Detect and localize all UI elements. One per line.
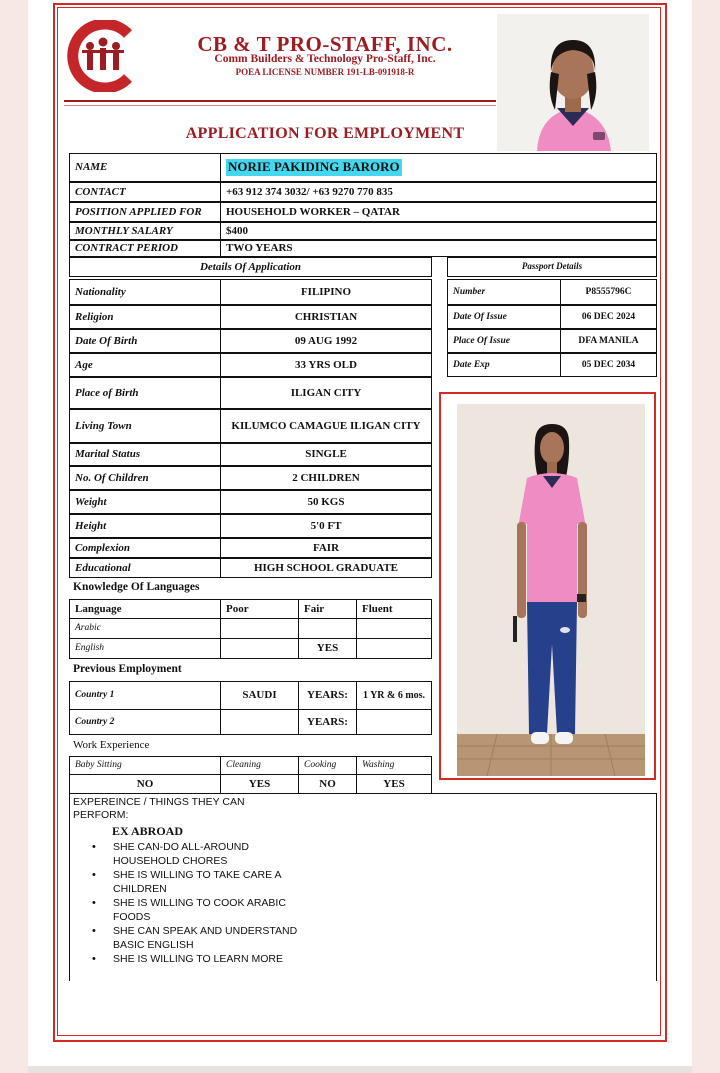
language-col-header: Language (69, 599, 221, 619)
employment-years (356, 709, 432, 735)
list-item: • SHE IS WILLING TO TAKE CARE A CHILDREN (90, 868, 310, 896)
contract-value: TWO YEARS (220, 240, 657, 257)
detail-label: Marital Status (69, 443, 221, 466)
contact-value: +63 912 374 3032/ +63 9270 770 835 (220, 182, 657, 202)
passport-value: P8555796C (560, 279, 657, 305)
passport-label: Place Of Issue (447, 329, 561, 353)
employment-years: 1 YR & 6 mos. (356, 681, 432, 710)
list-item: • SHE CAN SPEAK AND UNDERSTAND BASIC ENGLISH (90, 924, 310, 952)
detail-label: Complexion (69, 538, 221, 558)
detail-label: Date Of Birth (69, 329, 221, 353)
work-value: NO (69, 774, 221, 794)
details-heading: Details Of Application (69, 257, 432, 277)
language-poor (220, 618, 299, 639)
position-value: HOUSEHOLD WORKER – QATAR (220, 202, 657, 222)
detail-value: SINGLE (220, 443, 432, 466)
salary-label: MONTHLY SALARY (69, 222, 221, 240)
detail-label: Age (69, 353, 221, 377)
language-name: Arabic (69, 618, 221, 639)
detail-value: 33 YRS OLD (220, 353, 432, 377)
work-col-header: Washing (356, 756, 432, 775)
employment-heading: Previous Employment (73, 663, 182, 675)
passport-heading: Passport Details (447, 257, 657, 277)
language-name: English (69, 638, 221, 659)
work-value: NO (298, 774, 357, 794)
detail-label: Height (69, 514, 221, 538)
passport-value: 05 DEC 2034 (560, 353, 657, 377)
applicant-full-body-photo (457, 404, 645, 776)
company-subtitle: Comm Builders & Technology Pro-Staff, Inc. (214, 53, 436, 65)
employment-years-label: YEARS: (298, 681, 357, 710)
experience-list (90, 840, 310, 966)
name-value: NORIE PAKIDING BARORO (228, 159, 400, 175)
company-logo (66, 20, 140, 92)
language-fluent (356, 638, 432, 659)
detail-value: KILUMCO CAMAGUE ILIGAN CITY (220, 409, 432, 443)
employment-country (220, 709, 299, 735)
passport-label: Number (447, 279, 561, 305)
detail-label: Nationality (69, 279, 221, 305)
detail-label: Living Town (69, 409, 221, 443)
language-col-header: Fair (298, 599, 357, 619)
detail-label: No. Of Children (69, 466, 221, 490)
languages-heading: Knowledge Of Languages (73, 581, 200, 593)
experience-subtitle: EX ABROAD (112, 824, 184, 838)
company-license: POEA LICENSE NUMBER 191-LB-091918-R (235, 67, 415, 77)
work-experience-heading: Work Experience (73, 739, 150, 751)
detail-value: 2 CHILDREN (220, 466, 432, 490)
header-divider-thin (64, 105, 496, 106)
detail-value: 5'0 FT (220, 514, 432, 538)
employment-country: SAUDI (220, 681, 299, 710)
detail-label: Religion (69, 305, 221, 329)
detail-label: Weight (69, 490, 221, 514)
detail-value: 50 KGS (220, 490, 432, 514)
employment-country-label: Country 1 (69, 681, 221, 710)
salary-value: $400 (220, 222, 657, 240)
language-fair: YES (298, 638, 357, 659)
passport-value: DFA MANILA (560, 329, 657, 353)
position-label: POSITION APPLIED FOR (69, 202, 221, 222)
language-fair (298, 618, 357, 639)
contract-label: CONTRACT PERIOD (69, 240, 221, 257)
language-fluent (356, 618, 432, 639)
work-value: YES (220, 774, 299, 794)
detail-value: ILIGAN CITY (220, 377, 432, 409)
employment-years-label: YEARS: (298, 709, 357, 735)
page-bottom-bar (28, 1066, 692, 1073)
detail-value: FILIPINO (220, 279, 432, 305)
detail-value: 09 AUG 1992 (220, 329, 432, 353)
passport-label: Date Exp (447, 353, 561, 377)
name-value-cell (220, 153, 657, 182)
passport-value: 06 DEC 2024 (560, 305, 657, 329)
language-col-header: Poor (220, 599, 299, 619)
language-col-header: Fluent (356, 599, 432, 619)
contact-label: CONTACT (69, 182, 221, 202)
work-value: YES (356, 774, 432, 794)
detail-label: Educational (69, 558, 221, 578)
company-name: CB & T PRO-STAFF, INC. (197, 32, 453, 56)
detail-value: FAIR (220, 538, 432, 558)
work-col-header: Baby Sitting (69, 756, 221, 775)
work-col-header: Cooking (298, 756, 357, 775)
list-item: • SHE IS WILLING TO LEARN MORE (90, 952, 310, 966)
work-col-header: Cleaning (220, 756, 299, 775)
list-item: • SHE CAN-DO ALL-AROUND HOUSEHOLD CHORES (90, 840, 310, 868)
name-label: NAME (69, 153, 221, 182)
header-divider (64, 100, 496, 102)
detail-value: CHRISTIAN (220, 305, 432, 329)
experience-title: EXPEREINCE / THINGS THEY CAN PERFORM: (73, 796, 245, 821)
detail-label: Place of Birth (69, 377, 221, 409)
language-poor (220, 638, 299, 659)
list-item: • SHE IS WILLING TO COOK ARABIC FOODS (90, 896, 310, 924)
passport-label: Date Of Issue (447, 305, 561, 329)
detail-value: HIGH SCHOOL GRADUATE (220, 558, 432, 578)
document-title: APPLICATION FOR EMPLOYMENT (185, 125, 465, 142)
employment-country-label: Country 2 (69, 709, 221, 735)
